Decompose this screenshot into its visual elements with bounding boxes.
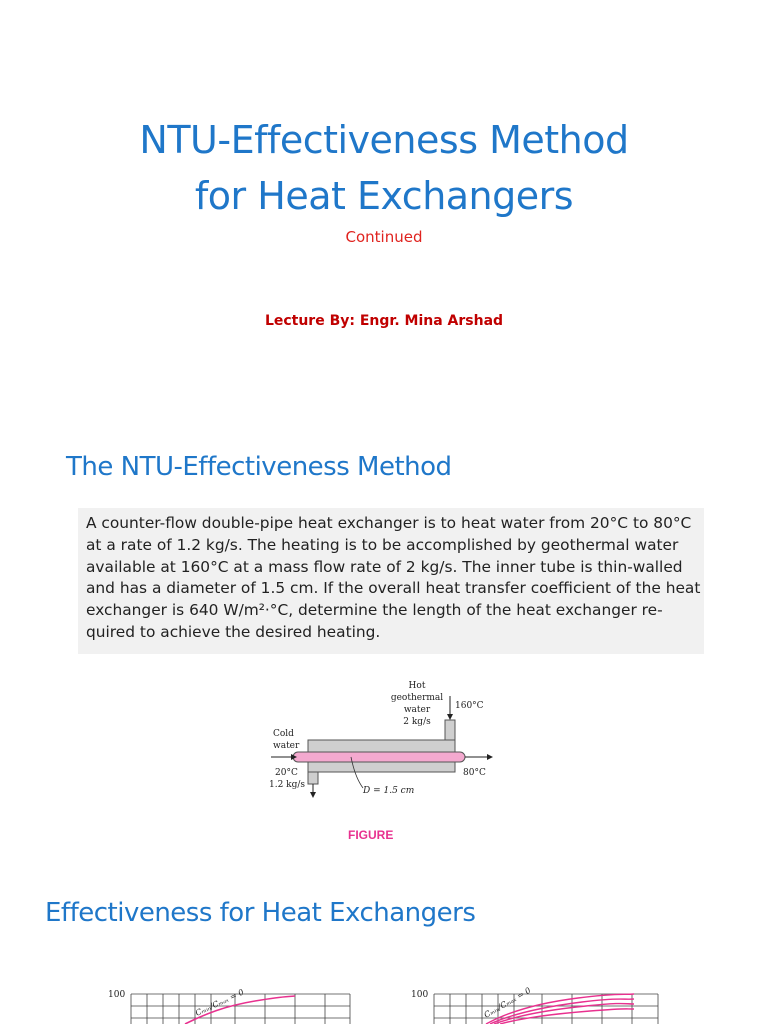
diameter-label: D = 1.5 cm xyxy=(363,786,415,796)
hot-outlet-arrowhead xyxy=(310,792,316,798)
chart-grid xyxy=(131,994,350,1024)
problem-statement xyxy=(86,513,701,644)
problem-line: available at 160°C at a mass flow rate of 2 kg/s. The inner tube is thin-walled xyxy=(86,557,683,576)
cold-flow-label: 1.2 kg/s xyxy=(269,780,306,790)
hot-flow-label: 2 kg/s xyxy=(403,717,431,727)
slide-title xyxy=(0,112,768,224)
problem-line: and has a diameter of 1.5 cm. If the overall heat transfer coefficient of the heat xyxy=(86,579,701,598)
hot-label-1: Hot xyxy=(408,681,426,691)
cold-inlet-temp: 20°C xyxy=(275,768,298,778)
inner-tube xyxy=(293,752,465,762)
slide-title-line-1: NTU-Effectiveness Method xyxy=(139,118,629,162)
cold-label-2: water xyxy=(273,741,300,751)
effectiveness-chart-right xyxy=(408,986,663,1024)
heat-exchanger-diagram xyxy=(255,672,505,802)
y-tick-label: 100 xyxy=(411,990,429,1000)
effectiveness-chart-left xyxy=(105,986,355,1024)
figure-caption: FIGURE xyxy=(348,828,394,842)
cold-label-1: Cold xyxy=(273,729,294,739)
hot-inlet-nozzle xyxy=(445,720,455,740)
slide-title-line-2: for Heat Exchangers xyxy=(194,174,574,218)
hot-inlet-arrowhead xyxy=(447,714,453,720)
problem-line: exchanger is 640 W/m²·°C, determine the length of the heat exchanger re- xyxy=(86,601,663,620)
slide-subtitle: Continued xyxy=(345,228,423,246)
cold-outlet-temp: 80°C xyxy=(463,768,486,778)
lecturer-credit: Lecture By: Engr. Mina Arshad xyxy=(264,313,504,329)
hot-outlet-nozzle xyxy=(308,772,318,784)
section-heading-effectiveness: Effectiveness for Heat Exchangers xyxy=(45,898,476,928)
curve-label: Cₘᵢₙ/Cₘₐₓ = 0 xyxy=(194,987,246,1018)
problem-line: quired to achieve the desired heating. xyxy=(86,622,381,641)
problem-line: A counter-flow double-pipe heat exchanger is to heat water from 20°C to 80°C xyxy=(86,514,692,532)
curve-label: Cₘᵢₙ/Cₘₐₓ = 0 xyxy=(482,986,533,1020)
y-tick-label: 100 xyxy=(108,990,126,1000)
hot-inlet-temp: 160°C xyxy=(455,701,484,711)
problem-line: at a rate of 1.2 kg/s. The heating is to be accomplished by geothermal water xyxy=(86,535,679,554)
hot-label-3: water xyxy=(403,705,431,715)
hot-label-2: geothermal xyxy=(390,693,444,703)
section-heading-ntu-method: The NTU-Effectiveness Method xyxy=(66,452,452,482)
cold-outlet-arrowhead xyxy=(487,754,493,760)
